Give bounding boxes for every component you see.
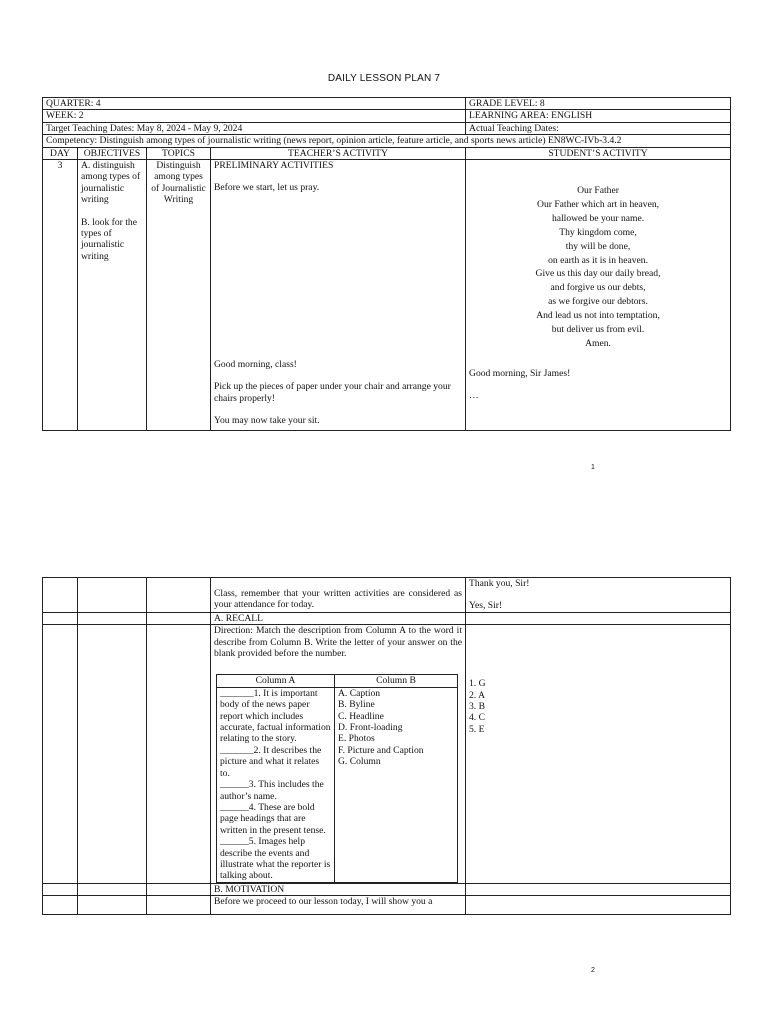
- quarter-cell: QUARTER: 4: [43, 98, 466, 110]
- prayer-line: Thy kingdom come,: [559, 226, 637, 238]
- day-cell: 3: [43, 160, 78, 431]
- objective-a: A. distinguish among types of journalistic writing: [81, 160, 141, 206]
- prayer-line: Give us this day our daily bread,: [535, 268, 661, 280]
- page-number-2: 2: [591, 967, 595, 974]
- direction-text: Direction: Match the description from Column A to the word it describe from Column B. Write the letter of your answer on the blank provided before the number.: [214, 625, 462, 660]
- recall-row: [43, 612, 731, 624]
- motivation-row: [43, 883, 731, 895]
- student-reply-cell: [466, 578, 731, 613]
- competency-row: [43, 135, 731, 147]
- prayer-line: And lead us not into temptation,: [536, 310, 660, 322]
- attendance-reminder: Class, remember that your written activities are considered as your attendance for today.: [214, 588, 462, 611]
- teacher-activity-cell: [211, 160, 466, 431]
- column-b-item: A. Caption: [338, 687, 381, 699]
- page-number-1: 1: [591, 464, 595, 471]
- header-row: [43, 147, 731, 159]
- prayer-line: Amen.: [585, 338, 611, 349]
- answer-item: 2. A: [469, 689, 485, 701]
- header-objectives: OBJECTIVES: [78, 147, 147, 159]
- objectives-cell: [78, 160, 147, 431]
- lesson-plan-table-page-2: [42, 577, 731, 915]
- student-activity-cell: [466, 160, 731, 431]
- column-b-items: [335, 687, 458, 882]
- motivation-heading: B. MOTIVATION: [211, 883, 466, 895]
- attendance-row: [43, 578, 731, 613]
- header-student-activity: STUDENT’S ACTIVITY: [466, 147, 731, 159]
- answer-item: 5. E: [469, 723, 485, 735]
- topics-cell: Distinguish among types of Journalistic Writing: [147, 160, 211, 431]
- column-b-item: D. Front-loading: [338, 722, 403, 734]
- recall-heading: A. RECALL: [211, 612, 466, 624]
- answer-item: 1. G: [469, 678, 486, 690]
- pickup-instruction: Pick up the pieces of paper under your chair and arrange your chairs properly!: [214, 381, 451, 404]
- dates-row: [43, 122, 731, 134]
- actual-dates-cell: Actual Teaching Dates:: [466, 122, 731, 134]
- lesson-plan-table-page-1: [42, 97, 731, 431]
- answer-item: 3. B: [469, 701, 485, 713]
- week-row: [43, 110, 731, 122]
- prayer-line: but deliver us from evil.: [551, 324, 645, 336]
- attendance-cell: [211, 578, 466, 613]
- prayer-line: thy will be done,: [565, 240, 631, 252]
- column-a-item: ______4. These are bold page headings that are written in the present tense.: [220, 801, 326, 836]
- matching-row: [43, 625, 731, 884]
- lesson-row: [43, 160, 731, 431]
- prayer-title: Our Father: [577, 185, 619, 197]
- student-yes: Yes, Sir!: [469, 600, 503, 612]
- sit-instruction: You may now take your sit.: [214, 415, 320, 427]
- prayer-line: Our Father which art in heaven,: [537, 198, 660, 210]
- header-topics: TOPICS: [147, 147, 211, 159]
- answers-cell: [466, 625, 731, 884]
- column-b-item: E. Photos: [338, 733, 375, 745]
- page-title: DAILY LESSON PLAN 7: [327, 73, 441, 84]
- header-teacher-activity: TEACHER’S ACTIVITY: [211, 147, 466, 159]
- student-ellipsis: …: [469, 390, 479, 402]
- target-dates-cell: Target Teaching Dates: May 8, 2024 - May 9, 2024: [43, 122, 466, 134]
- column-a-item: ______5. Images help describe the events and illustrate what the reporter is talking about.: [220, 836, 331, 882]
- proceed-row: [43, 896, 731, 915]
- preliminary-activities-heading: PRELIMINARY ACTIVITIES: [214, 160, 334, 172]
- column-a-item: _______1. It is important body of the news paper report which includes accurate, factual information relating to the story.: [220, 687, 331, 745]
- matching-activity-cell: [211, 625, 466, 884]
- prayer-line: on earth as it is in heaven.: [548, 254, 648, 266]
- column-a-item: ______3. This includes the author’s name.: [220, 779, 324, 802]
- prayer-block: [469, 184, 727, 351]
- teacher-greeting: Good morning, class!: [214, 358, 297, 370]
- proceed-text: Before we proceed to our lesson today, I will show you a: [211, 896, 466, 915]
- prayer-line: as we forgive our debtors.: [548, 296, 648, 308]
- column-a-header: Column A: [217, 675, 335, 687]
- quarter-row: [43, 98, 731, 110]
- column-a-items: [217, 687, 335, 882]
- grade-level-cell: GRADE LEVEL: 8: [466, 98, 731, 110]
- column-b-item: B. Byline: [338, 699, 375, 711]
- column-b-header: Column B: [335, 675, 458, 687]
- learning-area-cell: LEARNING AREA: ENGLISH: [466, 110, 731, 122]
- prayer-line: and forgive us our debts,: [550, 282, 646, 294]
- pray-instruction: Before we start, let us pray.: [214, 182, 320, 194]
- column-b-item: C. Headline: [338, 710, 384, 722]
- column-b-item: F. Picture and Caption: [338, 744, 424, 756]
- answer-item: 4. C: [469, 712, 485, 724]
- column-b-item: G. Column: [338, 756, 381, 768]
- student-thanks: Thank you, Sir!: [469, 578, 530, 589]
- week-cell: WEEK: 2: [43, 110, 466, 122]
- header-day: DAY: [43, 147, 78, 159]
- competency-cell: Competency: Distinguish among types of journalistic writing (news report, opinion article, feature article, and sports news article) EN8WC-IVb-3.4.2: [43, 135, 731, 147]
- student-greeting: Good morning, Sir James!: [469, 367, 571, 379]
- prayer-line: hallowed be your name.: [551, 212, 645, 224]
- matching-table: [216, 674, 458, 882]
- column-a-item: _______2. It describes the picture and what it relates to.: [220, 744, 322, 779]
- objective-b: B. look for the types of journalistic writing: [81, 216, 137, 262]
